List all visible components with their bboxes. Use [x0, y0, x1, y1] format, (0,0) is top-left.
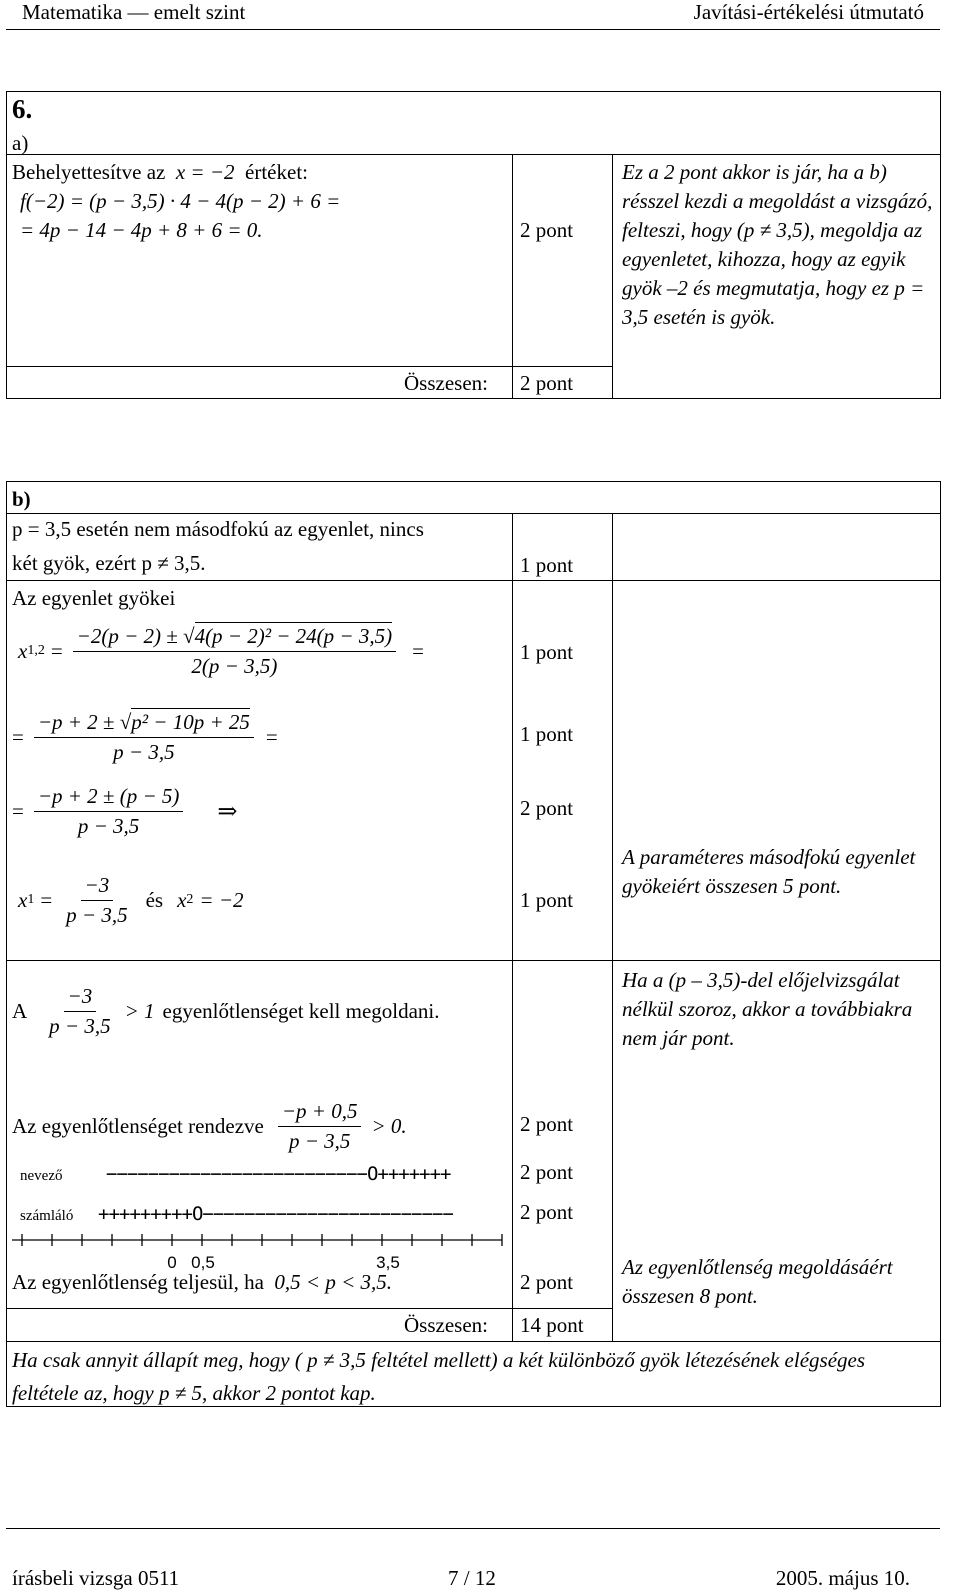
part-a-total-points: 2 pont: [520, 371, 574, 395]
part-b-r3-points: 1 pont: [520, 722, 574, 746]
part-b-root-formula: x 1,2 = $\frac{\text{−2(p − 2) ± √4(p − 2)² − 24(p − 3,5)}}{2(p - 3,5)}$ =: [18, 623, 424, 678]
part-b-r2-points: 1 pont: [520, 640, 574, 664]
part-b-total-points: 14 pont: [520, 1313, 584, 1337]
part-b-r1-points: 1 pont: [520, 553, 574, 577]
part-b-r5-points: 1 pont: [520, 888, 574, 912]
sign-row-numerator: +++++++++O−−−−−−−−−−−−−−−−−−−−−−−−: [98, 1203, 453, 1225]
sign-row-denominator: −−−−−−−−−−−−−−−−−−−−−−−−−O+++++++: [106, 1163, 451, 1185]
part-a-line3: = 4p − 14 − 4p + 8 + 6 = 0.: [20, 218, 263, 242]
part-b-total-label: Összesen:: [404, 1313, 488, 1337]
part-a-total-label: Összesen:: [404, 371, 488, 395]
header-rule: [6, 29, 940, 30]
part-a-note: Ez a 2 pont akkor is jár, ha a b) résszel kezdi a megoldást a vizsgázó, felteszi, hogy (p ≠ 3,5), megoldja az egyenletet, kihozza, hogy az egyik gyök –2 és megmutatja, hogy ez p = 3,5 esetén is gyök.: [622, 160, 933, 329]
implies-arrow: ⇒: [217, 798, 238, 825]
problem-number: 6.: [12, 94, 33, 124]
part-b-footnote: Ha csak annyit állapít meg, hogy ( p ≠ 3,5 feltétel mellett) a két különböző gyök létezésének elégséges feltétele az, hogy p ≠ 5, akkor 2 pontot kap.: [12, 1348, 866, 1405]
header-subject: Matematika — emelt szint: [22, 0, 246, 24]
part-b-final: Az egyenlőtlenség teljesül, ha 0,5 < p < 3,5.: [12, 1270, 393, 1294]
sign-row-denominator-label: nevező: [20, 1168, 63, 1184]
part-b-rearranged: Az egyenlőtlenséget rendezve $\frac{-p + 0,5}{p - 3,5}$ > 0.: [12, 1098, 407, 1153]
part-b-r4-points: 2 pont: [520, 796, 574, 820]
axis-label-3-5: 3,5: [376, 1253, 400, 1272]
sign-row-denominator-points: 2 pont: [520, 1160, 574, 1184]
footer-page-number: 7 / 12: [448, 1566, 496, 1590]
footer-date: 2005. május 10.: [775, 1566, 910, 1590]
part-b-r3-formula: = $\frac{\text{−p + 2 ± √p² − 10p + 25}}{p - 3,5}$ =: [12, 709, 278, 764]
header-guide-title: Javítási-értékelési útmutató: [693, 0, 924, 24]
number-line: [12, 1226, 508, 1276]
part-b-final-points: 2 pont: [520, 1270, 574, 1294]
part-b-r1-line1: p = 3,5 esetén nem másodfokú az egyenlet, nincs: [12, 517, 424, 541]
part-b-final-note: Az egyenlőtlenség megoldásáért összesen 8 pont.: [622, 1255, 893, 1308]
part-b-roots-intro: Az egyenlet gyökei: [12, 586, 176, 610]
axis-label-0-5: 0,5: [191, 1253, 215, 1272]
sign-row-numerator-points: 2 pont: [520, 1200, 574, 1224]
part-a-label: a): [12, 131, 29, 155]
part-b-r4-formula: = $\frac{-p + 2 \pm (p - 5)}{p - 3,5}$ ⇒: [12, 783, 238, 838]
part-a-points: 2 pont: [520, 218, 574, 242]
footer-exam-code: írásbeli vizsga 0511: [12, 1566, 180, 1590]
footer-rule: [6, 1528, 940, 1529]
sign-row-numerator-label: számláló: [20, 1208, 74, 1224]
part-b-inequality: A $\frac{-3}{p - 3,5}$ > 1 egyenlőtlenséget kell megoldani.: [12, 983, 440, 1038]
part-b-inequality-note: Ha a (p – 3,5)-del előjelvizsgálat nélkül szoroz, akkor a továbbiakra nem jár pont.: [622, 968, 913, 1050]
part-b-r1-line2: két gyök, ezért p ≠ 3,5.: [12, 551, 206, 575]
part-a-line2: f(−2) = (p − 3,5) · 4 − 4(p − 2) + 6 =: [20, 189, 341, 213]
axis-label-0: 0: [167, 1253, 177, 1272]
part-b-rearr-points: 2 pont: [520, 1112, 574, 1136]
part-b-label: b): [12, 487, 31, 511]
part-b-r5-roots: x 1 = $\frac{-3}{p - 3,5}$ és x 2 = −2: [18, 872, 244, 927]
part-a-line1: Behelyettesítve az x = −2 értéket:: [12, 160, 308, 184]
part-b-roots-note: A paraméteres másodfokú egyenlet gyökeiért összesen 5 pont.: [622, 845, 916, 898]
